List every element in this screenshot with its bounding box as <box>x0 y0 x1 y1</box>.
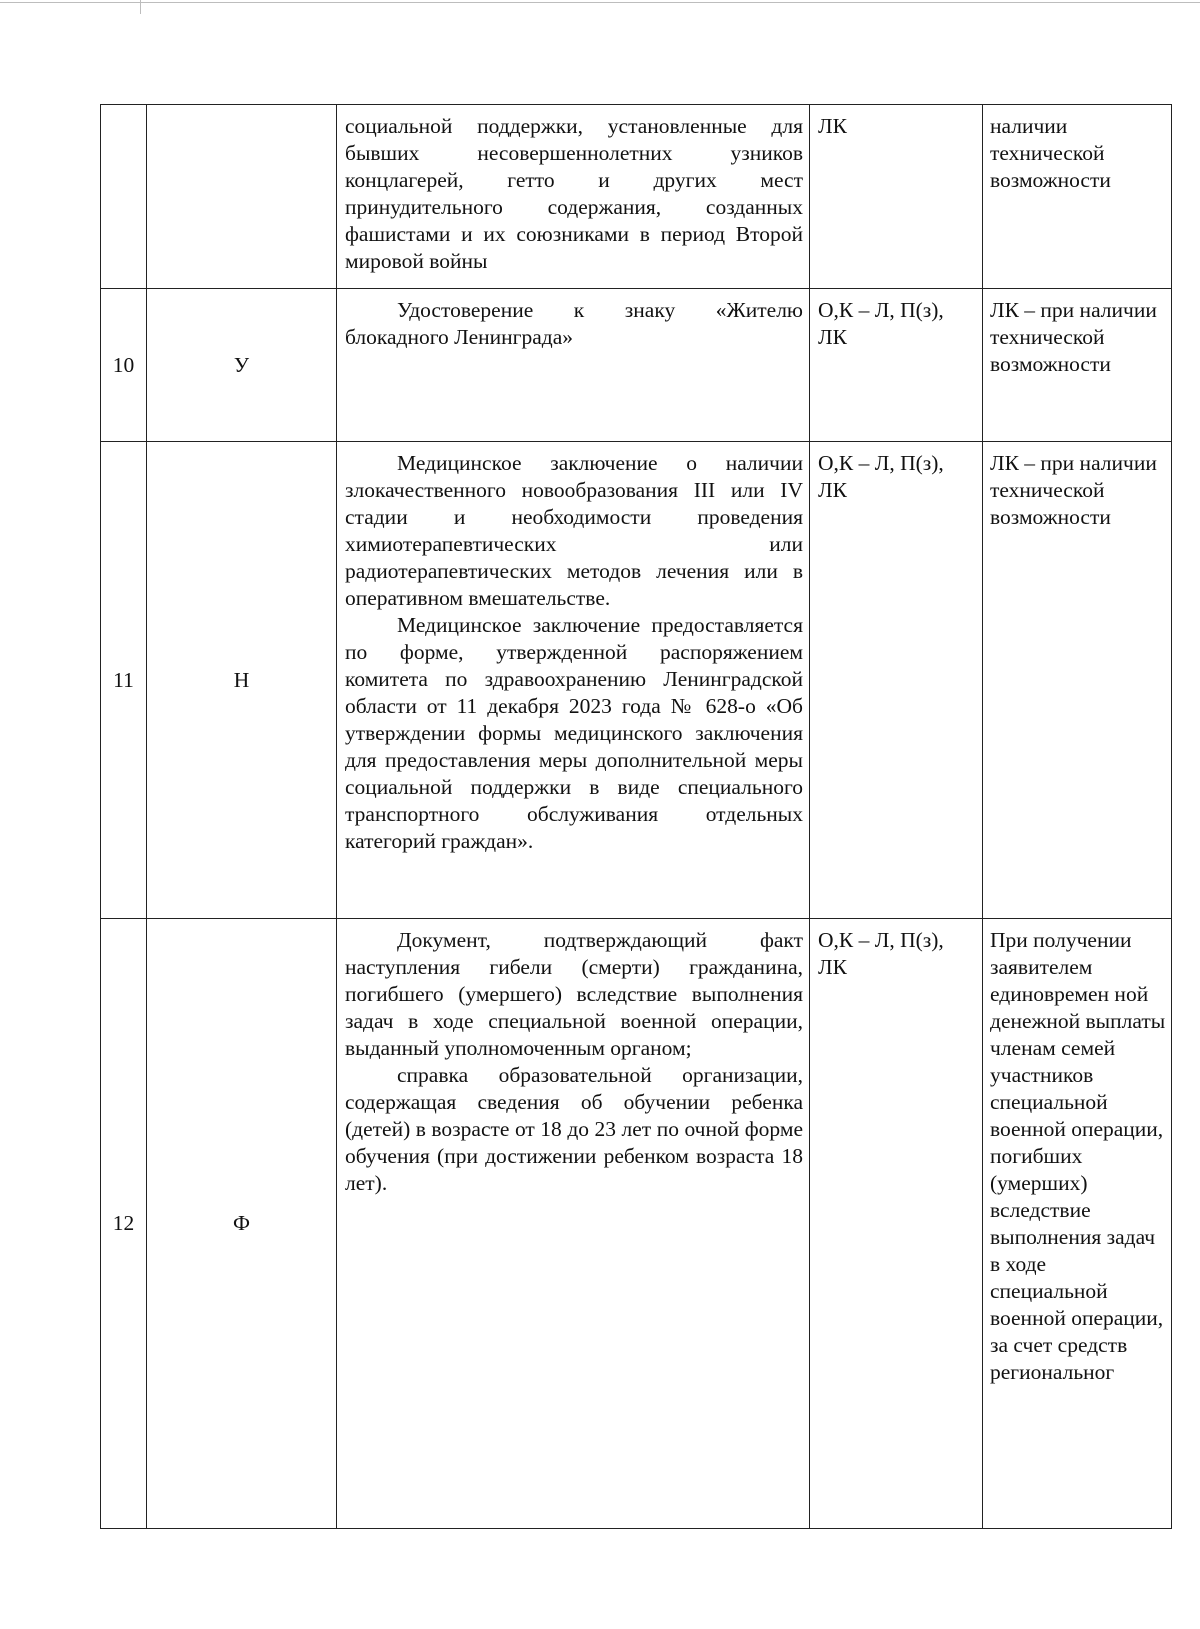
scan-artifact-left-tick <box>140 0 141 14</box>
submission-method: О,К – Л, П(з), ЛК <box>810 289 983 442</box>
category-code: Ф <box>147 919 337 1529</box>
row-number <box>101 105 147 289</box>
row-number: 12 <box>101 919 147 1529</box>
document-description <box>337 105 810 289</box>
description-paragraph: социальной поддержки, установленные для бывших несовершеннолетних узников концлагерей, гетто и других мест принудительного содержания, созданных фашистами и их союзниками в период Второй мировой войны <box>345 114 803 273</box>
table-row <box>101 105 1172 289</box>
note-cell: ЛК – при наличии технической возможности <box>983 442 1172 919</box>
table-row <box>101 289 1172 442</box>
category-code: Н <box>147 442 337 919</box>
submission-method: О,К – Л, П(з), ЛК <box>810 919 983 1529</box>
submission-method: О,К – Л, П(з), ЛК <box>810 442 983 919</box>
description-paragraph: Медицинское заключение о наличии злокачественного новообразования III или IV стадии и необходимости проведения химиотерапевтических или радиотерапевтических методов лечения или в оперативном вмешательстве. <box>345 451 803 610</box>
scan-artifact-top-line <box>0 2 1200 3</box>
document-description <box>337 289 810 442</box>
description-paragraph: Медицинское заключение предоставляется по форме, утвержденной распоряжением комитета по здравоохранению Ленинградской области от 11 декабря 2023 года № 628-о «Об утверждении формы медицинского заключения для предоставления меры дополнительной меры социальной поддержки в виде специального транспортного обслуживания отдельных категорий граждан». <box>345 613 803 853</box>
description-paragraph: Документ, подтверждающий факт наступления гибели (смерти) гражданина, погибшего (умершего) вследствие выполнения задач в ходе специальной военной операции, выданный уполномоченным органом; <box>345 928 803 1060</box>
category-code <box>147 105 337 289</box>
description-paragraph: Удостоверение к знаку «Жителю блокадного Ленинграда» <box>345 298 803 349</box>
document-description <box>337 442 810 919</box>
category-code: У <box>147 289 337 442</box>
document-description <box>337 919 810 1529</box>
note-cell: При получении заявителем единовремен ной денежной выплаты членам семей участников специальной военной операции, погибших (умерших) вследствие выполнения задач в ходе специальной военной операции, за счет средств региональног <box>983 919 1172 1529</box>
table-row <box>101 919 1172 1529</box>
note-cell: ЛК – при наличии технической возможности <box>983 289 1172 442</box>
description-paragraph: справка образовательной организации, содержащая сведения об обучении ребенка (детей) в возрасте от 18 до 23 лет по очной форме обучения (при достижении ребенком возраста 18 лет). <box>345 1063 803 1195</box>
note-cell: наличии технической возможности <box>983 105 1172 289</box>
submission-method: ЛК <box>810 105 983 289</box>
row-number: 11 <box>101 442 147 919</box>
table-row <box>101 442 1172 919</box>
row-number: 10 <box>101 289 147 442</box>
requirements-table <box>100 104 1172 1529</box>
